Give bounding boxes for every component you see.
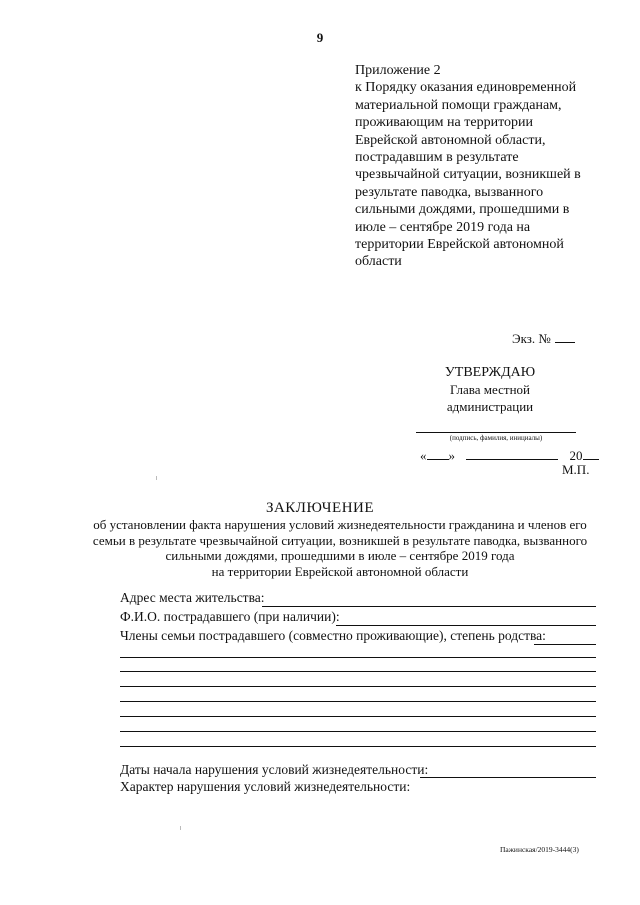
appendix-line: проживающим на территории (355, 115, 533, 131)
address-label: Адрес места жительства: (120, 590, 265, 605)
date-close-quote: » (448, 448, 455, 463)
date-year-prefix: 20 (569, 448, 583, 463)
appendix-line: Приложение 2 (355, 63, 441, 78)
subtitle-line: об установлении факта нарушения условий жизнедеятельности гражданина и членов его (93, 517, 587, 532)
footer-code: Пажинская/2019-3444(3) (500, 845, 579, 854)
subtitle-line: сильными дождями, прошедшими в июле – сентябре 2019 года (165, 548, 515, 563)
family-line[interactable] (120, 657, 596, 658)
address-field[interactable] (262, 606, 596, 607)
violation-start-field[interactable] (420, 777, 596, 778)
appendix-line: сильными дождями, прошедшими в (355, 202, 570, 218)
appendix-line: пострадавшим в результате (355, 150, 519, 166)
appendix-header (355, 62, 627, 271)
seal-mark: М.П. (562, 462, 590, 477)
document-subtitle (90, 517, 590, 579)
approval-position-line: Глава местной (450, 382, 530, 397)
appendix-line: чрезвычайной ситуации, возникшей в (355, 167, 581, 183)
family-line[interactable] (120, 716, 596, 717)
subtitle-line: семьи в результате чрезвычайной ситуации, возникшей в результате паводка, вызванного (92, 532, 588, 548)
approval-position-line: администрации (446, 399, 534, 414)
date-year-blank[interactable] (583, 447, 599, 460)
family-field[interactable] (534, 644, 596, 645)
appendix-line: результате паводка, вызванного (355, 184, 544, 200)
scan-speck (180, 826, 181, 830)
approval-block (400, 364, 580, 415)
appendix-line: области (355, 254, 402, 270)
family-label: Члены семьи пострадавшего (совместно проживающие), степень родства: (120, 628, 546, 643)
family-line[interactable] (120, 746, 596, 747)
copy-number (512, 331, 575, 347)
appendix-line: территории Еврейской автономной (355, 237, 564, 253)
document-title: ЗАКЛЮЧЕНИЕ (265, 500, 375, 516)
copy-number-label: Экз. № (512, 331, 551, 346)
copy-number-blank[interactable] (555, 331, 575, 343)
subtitle-line: на территории Еврейской автономной области (211, 563, 469, 579)
date-day-blank[interactable] (427, 447, 449, 460)
signature-caption: (подпись, фамилия, инициалы) (449, 434, 543, 442)
family-line[interactable] (120, 671, 596, 672)
signature-line[interactable] (416, 432, 576, 433)
appendix-line: июле – сентябре 2019 года на (355, 219, 531, 235)
appendix-line: Еврейской автономной области, (355, 132, 546, 148)
family-line[interactable] (120, 701, 596, 702)
date-month-blank[interactable] (466, 447, 558, 460)
name-field[interactable] (336, 625, 596, 626)
appendix-line: к Порядку оказания единовременной (355, 80, 577, 96)
family-line[interactable] (120, 731, 596, 732)
approval-title: УТВЕРЖДАЮ (444, 365, 536, 380)
violation-character-label: Характер нарушения условий жизнедеятельности: (120, 779, 411, 794)
page-number: 9 (316, 30, 324, 45)
date-open-quote: « (420, 448, 427, 463)
name-label: Ф.И.О. пострадавшего (при наличии): (120, 609, 340, 624)
appendix-line: материальной помощи гражданам, (355, 97, 562, 113)
scan-speck (156, 476, 157, 480)
family-line[interactable] (120, 686, 596, 687)
violation-start-label: Даты начала нарушения условий жизнедеятельности: (120, 762, 429, 777)
